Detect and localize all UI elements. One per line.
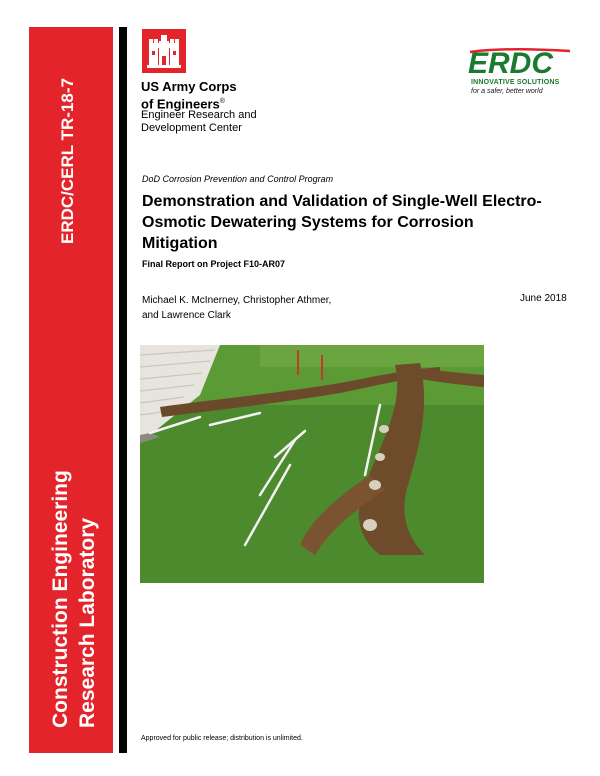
report-title: Demonstration and Validation of Single-Well Electro-Osmotic Dewatering Systems for Corrosion Mitigation	[142, 193, 542, 252]
laboratory-name	[47, 470, 101, 728]
cover-photo	[140, 345, 484, 583]
usace-castle-logo	[142, 29, 186, 73]
erdc-motto: for a safer, better world	[471, 88, 543, 95]
laboratory-name-line1: Construction Engineering	[49, 470, 72, 728]
report-number: ERDC/CERL TR-18-7	[58, 78, 77, 244]
distribution-statement: Approved for public release; distribution is unlimited.	[141, 735, 303, 742]
authors-line1: Michael K. McInerney, Christopher Athmer,	[142, 295, 332, 306]
usace-name-line2: of Engineers	[141, 96, 220, 112]
authors	[142, 293, 331, 323]
usace-sub-line1: Engineer Research and	[141, 109, 257, 121]
program-name: DoD Corrosion Prevention and Control Program	[142, 174, 334, 184]
authors-line2: and Lawrence Clark	[142, 310, 231, 321]
usace-sub-line2: Development Center	[141, 122, 242, 134]
report-subtitle: Final Report on Project F10-AR07	[142, 259, 286, 269]
usace-name	[141, 79, 237, 111]
usace-subtitle	[141, 109, 257, 135]
erdc-logo-text: ERDC	[468, 47, 554, 77]
laboratory-name-line2: Research Laboratory	[76, 517, 99, 728]
usace-name-line1: US Army Corps	[141, 79, 237, 94]
erdc-logo	[466, 47, 576, 77]
report-date: June 2018	[520, 293, 567, 304]
sidebar-divider	[119, 27, 127, 753]
erdc-tagline: INNOVATIVE SOLUTIONS	[471, 79, 560, 86]
registered-mark: ®	[219, 98, 225, 105]
